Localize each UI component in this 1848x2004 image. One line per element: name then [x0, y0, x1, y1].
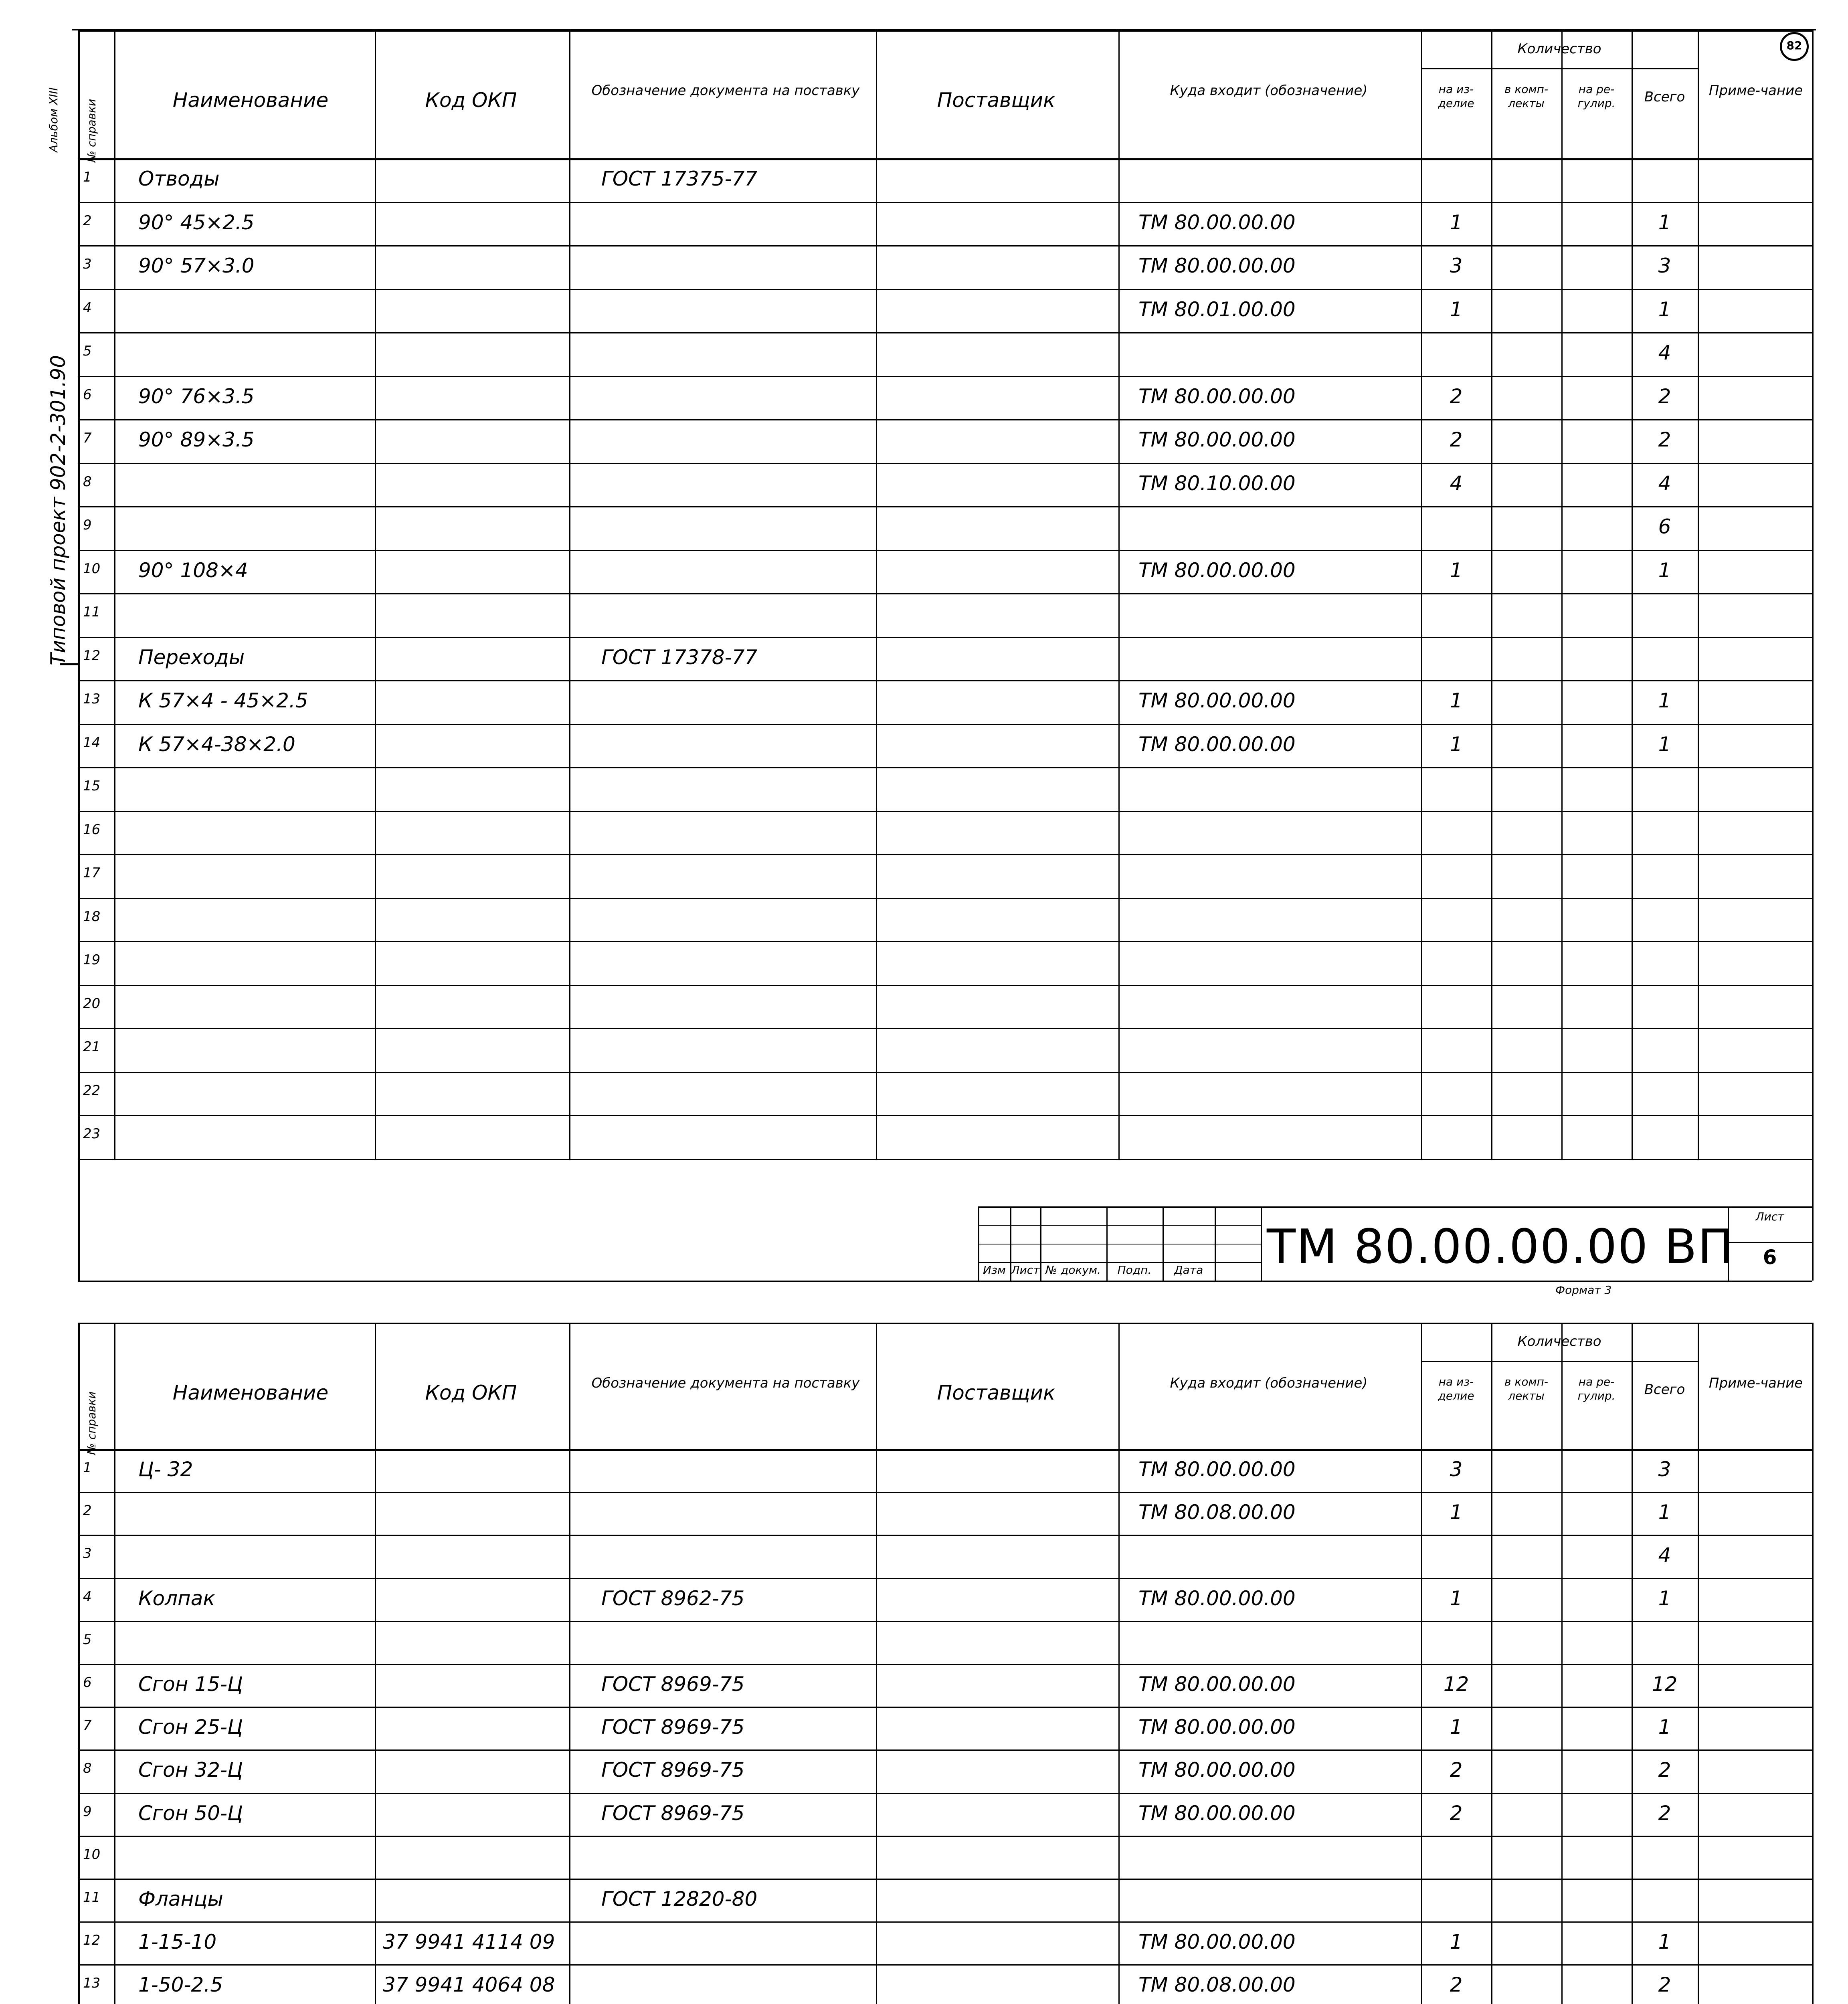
destination: ТМ 80.00.00.00 — [1138, 1458, 1296, 1481]
qty-total: 4 — [1658, 471, 1671, 495]
v-rule — [1561, 30, 1563, 1160]
h-rule — [978, 1206, 1812, 1208]
header-qty: Количество — [1517, 1333, 1601, 1349]
header-q3: на ре-гулир. — [1577, 83, 1615, 110]
okp-code: 37 9941 4064 08 — [383, 1973, 555, 1997]
item-name: К 57×4 - 45×2.5 — [138, 689, 308, 713]
h-rule — [78, 854, 1812, 855]
h-rule — [78, 1323, 1812, 1324]
h-rule — [78, 1115, 1812, 1116]
h-rule — [78, 1707, 1812, 1708]
destination: ТМ 80.00.00.00 — [1138, 254, 1296, 278]
qty-per-item: 3 — [1450, 1458, 1463, 1481]
qty-per-item: 1 — [1450, 1715, 1463, 1739]
row-number: 21 — [83, 1039, 101, 1055]
v-rule — [1118, 30, 1120, 1160]
row-number: 9 — [83, 1803, 92, 1820]
h-rule — [78, 1159, 1812, 1160]
qty-per-item: 1 — [1450, 1586, 1463, 1610]
qty-per-item: 1 — [1450, 210, 1463, 234]
item-name: Сгон 50-Ц — [138, 1801, 243, 1825]
destination: ТМ 80.01.00.00 — [1138, 297, 1296, 321]
destination: ТМ 80.00.00.00 — [1138, 1801, 1296, 1825]
row-number: 2 — [83, 212, 92, 229]
destination: ТМ 80.00.00.00 — [1138, 1715, 1296, 1739]
tb-list-label: Лист — [1011, 1263, 1040, 1277]
destination: ТМ 80.08.00.00 — [1138, 1501, 1296, 1524]
destination: ТМ 80.10.00.00 — [1138, 471, 1296, 495]
h-rule — [78, 1664, 1812, 1665]
row-number: 8 — [83, 1760, 92, 1777]
h-rule — [78, 419, 1812, 420]
h-rule — [78, 1879, 1812, 1880]
qty-per-item: 1 — [1450, 1930, 1463, 1954]
header-name: Наименование — [172, 1381, 329, 1404]
row-number: 7 — [83, 430, 92, 446]
header-name: Наименование — [172, 89, 329, 112]
v-rule — [1698, 30, 1699, 1160]
row-number: 18 — [83, 908, 101, 925]
header-code: Код ОКП — [425, 1381, 517, 1404]
row-number: 10 — [83, 560, 101, 577]
h-rule — [78, 1836, 1812, 1837]
tb-date-label: Дата — [1174, 1263, 1203, 1277]
qty-total: 4 — [1658, 1543, 1671, 1567]
v-rule — [1421, 1323, 1422, 2004]
qty-total: 4 — [1658, 341, 1671, 365]
format-label: Формат 3 — [1555, 1283, 1612, 1297]
qty-total: 1 — [1658, 210, 1671, 234]
supply-doc: ГОСТ 8969-75 — [601, 1673, 745, 1696]
h-rule — [78, 463, 1812, 464]
row-number: 11 — [83, 1889, 101, 1906]
h-rule — [78, 1535, 1812, 1536]
qty-total: 12 — [1652, 1673, 1678, 1696]
header-q4: Всего — [1644, 1382, 1685, 1398]
h-rule — [78, 245, 1812, 246]
row-number: 3 — [83, 256, 92, 273]
row-number: 7 — [83, 1717, 92, 1734]
qty-per-item: 4 — [1450, 471, 1463, 495]
v-rule — [78, 1323, 80, 2004]
qty-total: 2 — [1658, 1973, 1671, 1997]
v-rule — [1421, 30, 1422, 1160]
qty-total: 1 — [1658, 1715, 1671, 1739]
item-name: 90° 108×4 — [138, 558, 248, 582]
destination: ТМ 80.00.00.00 — [1138, 1930, 1296, 1954]
v-rule — [1561, 1323, 1563, 2004]
header-supplier: Поставщик — [937, 1381, 1055, 1404]
header-q1: на из-делие — [1438, 83, 1474, 110]
destination: ТМ 80.00.00.00 — [1138, 558, 1296, 582]
qty-per-item: 2 — [1450, 428, 1463, 452]
qty-total: 1 — [1658, 1501, 1671, 1524]
supply-doc: ГОСТ 8969-75 — [601, 1715, 745, 1739]
destination: ТМ 80.08.00.00 — [1138, 1973, 1296, 1997]
qty-total: 2 — [1658, 1758, 1671, 1782]
qty-total: 6 — [1658, 515, 1671, 539]
qty-total: 1 — [1658, 732, 1671, 756]
qty-per-item: 1 — [1450, 558, 1463, 582]
h-rule — [78, 898, 1812, 899]
qty-per-item: 12 — [1443, 1673, 1469, 1696]
row-number: 6 — [83, 386, 92, 403]
header-dest: Куда входит (обозначение) — [1170, 83, 1368, 99]
h-rule — [78, 202, 1812, 203]
v-rule — [1812, 1323, 1814, 2004]
tb-podp-label: Подп. — [1117, 1263, 1152, 1277]
row-number: 2 — [83, 1503, 92, 1519]
supply-doc: ГОСТ 12820-80 — [601, 1887, 758, 1911]
h-rule — [78, 941, 1812, 942]
h-rule — [978, 1262, 1261, 1263]
h-rule — [72, 29, 1816, 30]
qty-per-item: 3 — [1450, 254, 1463, 278]
qty-total: 1 — [1658, 689, 1671, 713]
qty-total: 1 — [1658, 558, 1671, 582]
h-rule — [78, 289, 1812, 290]
destination: ТМ 80.00.00.00 — [1138, 732, 1296, 756]
row-number: 17 — [83, 865, 101, 881]
v-rule — [1632, 30, 1633, 1160]
row-number: 1 — [83, 169, 92, 186]
row-number: 4 — [83, 299, 92, 316]
v-rule — [114, 30, 115, 1160]
item-name: 1-50-2.5 — [138, 1973, 223, 1997]
qty-per-item: 1 — [1450, 732, 1463, 756]
h-rule — [78, 376, 1812, 377]
header-q2: в комп-лекты — [1504, 1375, 1548, 1402]
row-number: 5 — [83, 343, 92, 360]
qty-total: 2 — [1658, 384, 1671, 408]
qty-total: 1 — [1658, 1930, 1671, 1954]
item-name: 90° 45×2.5 — [138, 210, 255, 234]
h-rule — [78, 680, 1812, 681]
header-supplier: Поставщик — [937, 89, 1055, 112]
row-number: 22 — [83, 1082, 101, 1099]
qty-per-item: 2 — [1450, 1758, 1463, 1782]
h-rule — [78, 593, 1812, 594]
sheet-number: 6 — [1763, 1245, 1777, 1269]
qty-total: 1 — [1658, 1586, 1671, 1610]
row-number: 1 — [83, 1460, 92, 1476]
item-name: Отводы — [138, 167, 220, 191]
h-rule — [1421, 1361, 1698, 1362]
h-rule — [78, 637, 1812, 638]
h-rule — [78, 158, 1812, 160]
row-number: 5 — [83, 1631, 92, 1648]
h-rule — [60, 663, 78, 665]
row-number: 10 — [83, 1846, 101, 1863]
item-name: Переходы — [138, 645, 245, 669]
header-note: Приме-чание — [1708, 83, 1803, 99]
row-number: 9 — [83, 517, 92, 533]
row-number: 3 — [83, 1545, 92, 1562]
header-q2: в комп-лекты — [1504, 83, 1548, 110]
destination: ТМ 80.00.00.00 — [1138, 210, 1296, 234]
h-rule — [1728, 1242, 1812, 1243]
h-rule — [78, 332, 1812, 333]
v-rule — [876, 1323, 877, 2004]
row-number: 6 — [83, 1675, 92, 1691]
h-rule — [78, 550, 1812, 551]
h-rule — [78, 1449, 1812, 1451]
h-rule — [78, 1028, 1812, 1029]
v-rule — [1491, 1323, 1492, 2004]
qty-total: 3 — [1658, 1458, 1671, 1481]
v-rule — [1632, 1323, 1633, 2004]
tb-izm-label: Изм — [983, 1263, 1006, 1277]
header-q4: Всего — [1644, 89, 1685, 105]
project-label: Типовой проект 902-2-301.90 — [47, 355, 70, 665]
destination: ТМ 80.00.00.00 — [1138, 689, 1296, 713]
h-rule — [78, 1793, 1812, 1794]
h-rule — [78, 1072, 1812, 1073]
h-rule — [1421, 68, 1698, 69]
h-rule — [78, 767, 1812, 768]
h-rule — [78, 1964, 1812, 1966]
row-number: 13 — [83, 1975, 101, 1992]
destination: ТМ 80.00.00.00 — [1138, 1673, 1296, 1696]
row-number: 19 — [83, 952, 101, 968]
qty-total: 2 — [1658, 428, 1671, 452]
h-rule — [78, 506, 1812, 507]
supply-doc: ГОСТ 8969-75 — [601, 1801, 745, 1825]
h-rule — [78, 1492, 1812, 1493]
v-rule — [1698, 1323, 1699, 2004]
header-doc: Обозначение документа на поставку — [591, 1375, 860, 1391]
item-name: 90° 76×3.5 — [138, 384, 255, 408]
sheet-label: Лист — [1755, 1210, 1784, 1223]
header-code: Код ОКП — [425, 89, 517, 112]
v-rule — [1812, 30, 1814, 1281]
qty-per-item: 2 — [1450, 384, 1463, 408]
qty-per-item: 1 — [1450, 1501, 1463, 1524]
item-name: 90° 89×3.5 — [138, 428, 255, 452]
row-number: 12 — [83, 647, 101, 664]
v-rule — [569, 30, 570, 1160]
v-rule — [78, 30, 80, 1281]
destination: ТМ 80.00.00.00 — [1138, 1758, 1296, 1782]
item-name: Колпак — [138, 1586, 215, 1610]
supply-doc: ГОСТ 17378-77 — [601, 645, 758, 669]
header-row-number: № справки — [85, 1391, 98, 1455]
item-name: 1-15-10 — [138, 1930, 217, 1954]
album-label: Альбом XIII — [47, 87, 60, 152]
item-name: Сгон 25-Ц — [138, 1715, 243, 1739]
v-rule — [1491, 30, 1492, 1160]
qty-total: 2 — [1658, 1801, 1671, 1825]
row-number: 23 — [83, 1126, 101, 1142]
h-rule — [78, 1578, 1812, 1579]
row-number: 12 — [83, 1932, 101, 1949]
header-qty: Количество — [1517, 41, 1601, 57]
row-number: 20 — [83, 995, 101, 1012]
qty-total: 1 — [1658, 297, 1671, 321]
v-rule — [1261, 1206, 1262, 1281]
h-rule — [78, 724, 1812, 725]
header-doc: Обозначение документа на поставку — [591, 83, 860, 99]
h-rule — [78, 1281, 1812, 1282]
h-rule — [78, 1921, 1812, 1923]
destination: ТМ 80.00.00.00 — [1138, 428, 1296, 452]
qty-per-item: 2 — [1450, 1801, 1463, 1825]
row-number: 8 — [83, 473, 92, 490]
row-number: 14 — [83, 734, 101, 751]
item-name: 90° 57×3.0 — [138, 254, 255, 278]
item-name: Сгон 15-Ц — [138, 1673, 243, 1696]
row-number: 13 — [83, 691, 101, 707]
okp-code: 37 9941 4114 09 — [383, 1930, 555, 1954]
row-number: 16 — [83, 821, 101, 838]
destination: ТМ 80.00.00.00 — [1138, 384, 1296, 408]
v-rule — [569, 1323, 570, 2004]
h-rule — [78, 1749, 1812, 1751]
supply-doc: ГОСТ 17375-77 — [601, 167, 758, 191]
header-q1: на из-делие — [1438, 1375, 1474, 1402]
item-name: Сгон 32-Ц — [138, 1758, 243, 1782]
h-rule — [78, 1621, 1812, 1622]
qty-per-item: 1 — [1450, 689, 1463, 713]
page-number: 82 — [1786, 39, 1802, 52]
header-row-number: № справки — [85, 99, 98, 162]
supply-doc: ГОСТ 8962-75 — [601, 1586, 745, 1610]
destination: ТМ 80.00.00.00 — [1138, 1586, 1296, 1610]
item-name: Ц- 32 — [138, 1458, 193, 1481]
item-name: Фланцы — [138, 1887, 223, 1911]
document-designation: ТМ 80.00.00.00 ВП — [1267, 1218, 1734, 1274]
qty-total: 3 — [1658, 254, 1671, 278]
item-name: К 57×4-38×2.0 — [138, 732, 295, 756]
qty-per-item: 2 — [1450, 1973, 1463, 1997]
tb-doc-label: № докум. — [1045, 1263, 1101, 1277]
v-rule — [876, 30, 877, 1160]
supply-doc: ГОСТ 8969-75 — [601, 1758, 745, 1782]
header-q3: на ре-гулир. — [1577, 1375, 1615, 1402]
qty-per-item: 1 — [1450, 297, 1463, 321]
v-rule — [375, 30, 376, 1160]
h-rule — [978, 1225, 1261, 1226]
h-rule — [78, 985, 1812, 986]
row-number: 11 — [83, 604, 101, 620]
header-note: Приме-чание — [1708, 1375, 1803, 1391]
v-rule — [1118, 1323, 1120, 2004]
h-rule — [78, 811, 1812, 812]
row-number: 15 — [83, 778, 101, 794]
row-number: 4 — [83, 1588, 92, 1605]
header-dest: Куда входит (обозначение) — [1170, 1375, 1368, 1391]
